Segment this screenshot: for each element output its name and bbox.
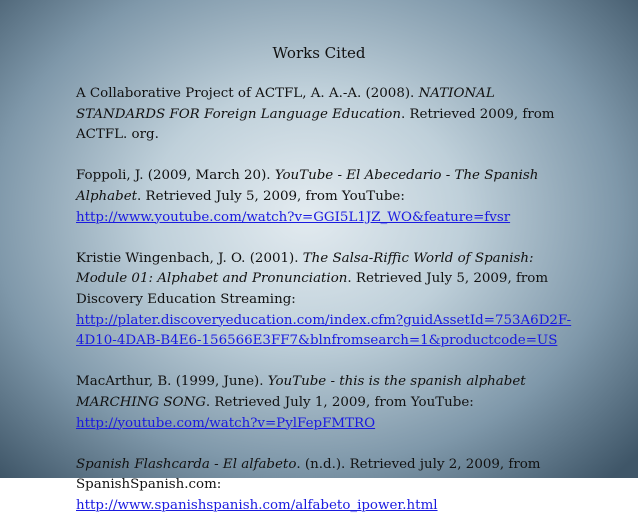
reference-macarthur [76,372,596,434]
reference-list [76,84,596,516]
reference-author: MacArthur, B. (1999, June). [76,374,268,390]
reference-title-part: NATIONAL [418,86,495,101]
reference-retrieved: . Retrieved July 5, 2009, from [347,271,549,287]
reference-author: Foppoli, J. (2009, March 20). [76,168,275,184]
reference-source: Discovery Education Streaming: [76,291,296,307]
reference-retrieved: . Retrieved July 5, 2009, from YouTube: [137,188,405,204]
reference-title-part: Spanish Flashcarda - El alfabeto [76,456,297,472]
reference-line [76,414,596,435]
reference-line [76,496,596,516]
reference-line [76,166,596,187]
reference-line [76,455,596,476]
reference-line [76,105,596,126]
reference-link[interactable]: http://www.spanishspanish.com/alfabeto_ipower.html [76,497,438,513]
reference-title-part: Alphabet [76,188,138,204]
reference-line [76,208,596,229]
reference-line [76,187,596,208]
reference-foppoli [76,166,596,228]
reference-source: SpanishSpanish.com: [76,477,222,493]
reference-author: Kristie Wingenbach, J. O. (2001). [76,250,303,266]
reference-retrieved: . (n.d.). Retrieved july 2, 2009, from [296,456,541,472]
page-title: Works Cited [272,44,366,62]
reference-line [76,331,596,352]
reference-line [76,269,596,290]
reference-actfl [76,84,596,146]
reference-title-part: MARCHING SONG [76,394,206,410]
reference-link[interactable]: http://www.youtube.com/watch?v=GGI5L1JZ_WO&feature=fvsr [76,209,511,225]
reference-author: A Collaborative Project of ACTFL, A. A.-A. (2008). [76,86,419,101]
reference-link[interactable]: http://youtube.com/watch?v=PylFepFMTRO [76,415,376,431]
reference-wingenbach [76,249,596,352]
reference-title-part: STANDARDS FOR Foreign Language Education [76,106,401,122]
reference-title-part: YouTube - this is the spanish alphabet [267,374,526,390]
reference-retrieved: . Retrieved July 1, 2009, from YouTube: [205,394,474,410]
reference-retrieved: . Retrieved 2009, from [400,106,555,122]
reference-flashcarda [76,455,596,516]
reference-line [76,393,596,414]
reference-line [76,249,596,270]
reference-title-part: Module 01: Alphabet and Pronunciation [76,271,348,287]
reference-link-continued[interactable]: 4D10-4DAB-B4E6-156566E3FF7&blnfromsearch=1&productcode=US [76,333,558,349]
reference-line [76,84,596,105]
reference-title-part: YouTube - El Abecedario - The Spanish [274,168,539,184]
reference-source: ACTFL. org. [76,127,159,143]
reference-title-part: The Salsa-Riffic World of Spanish: [302,250,534,266]
reference-line [76,372,596,393]
reference-line [76,311,596,332]
reference-link[interactable]: http://plater.discoveryeducation.com/index.cfm?guidAssetId=753A6D2F- [76,312,572,328]
